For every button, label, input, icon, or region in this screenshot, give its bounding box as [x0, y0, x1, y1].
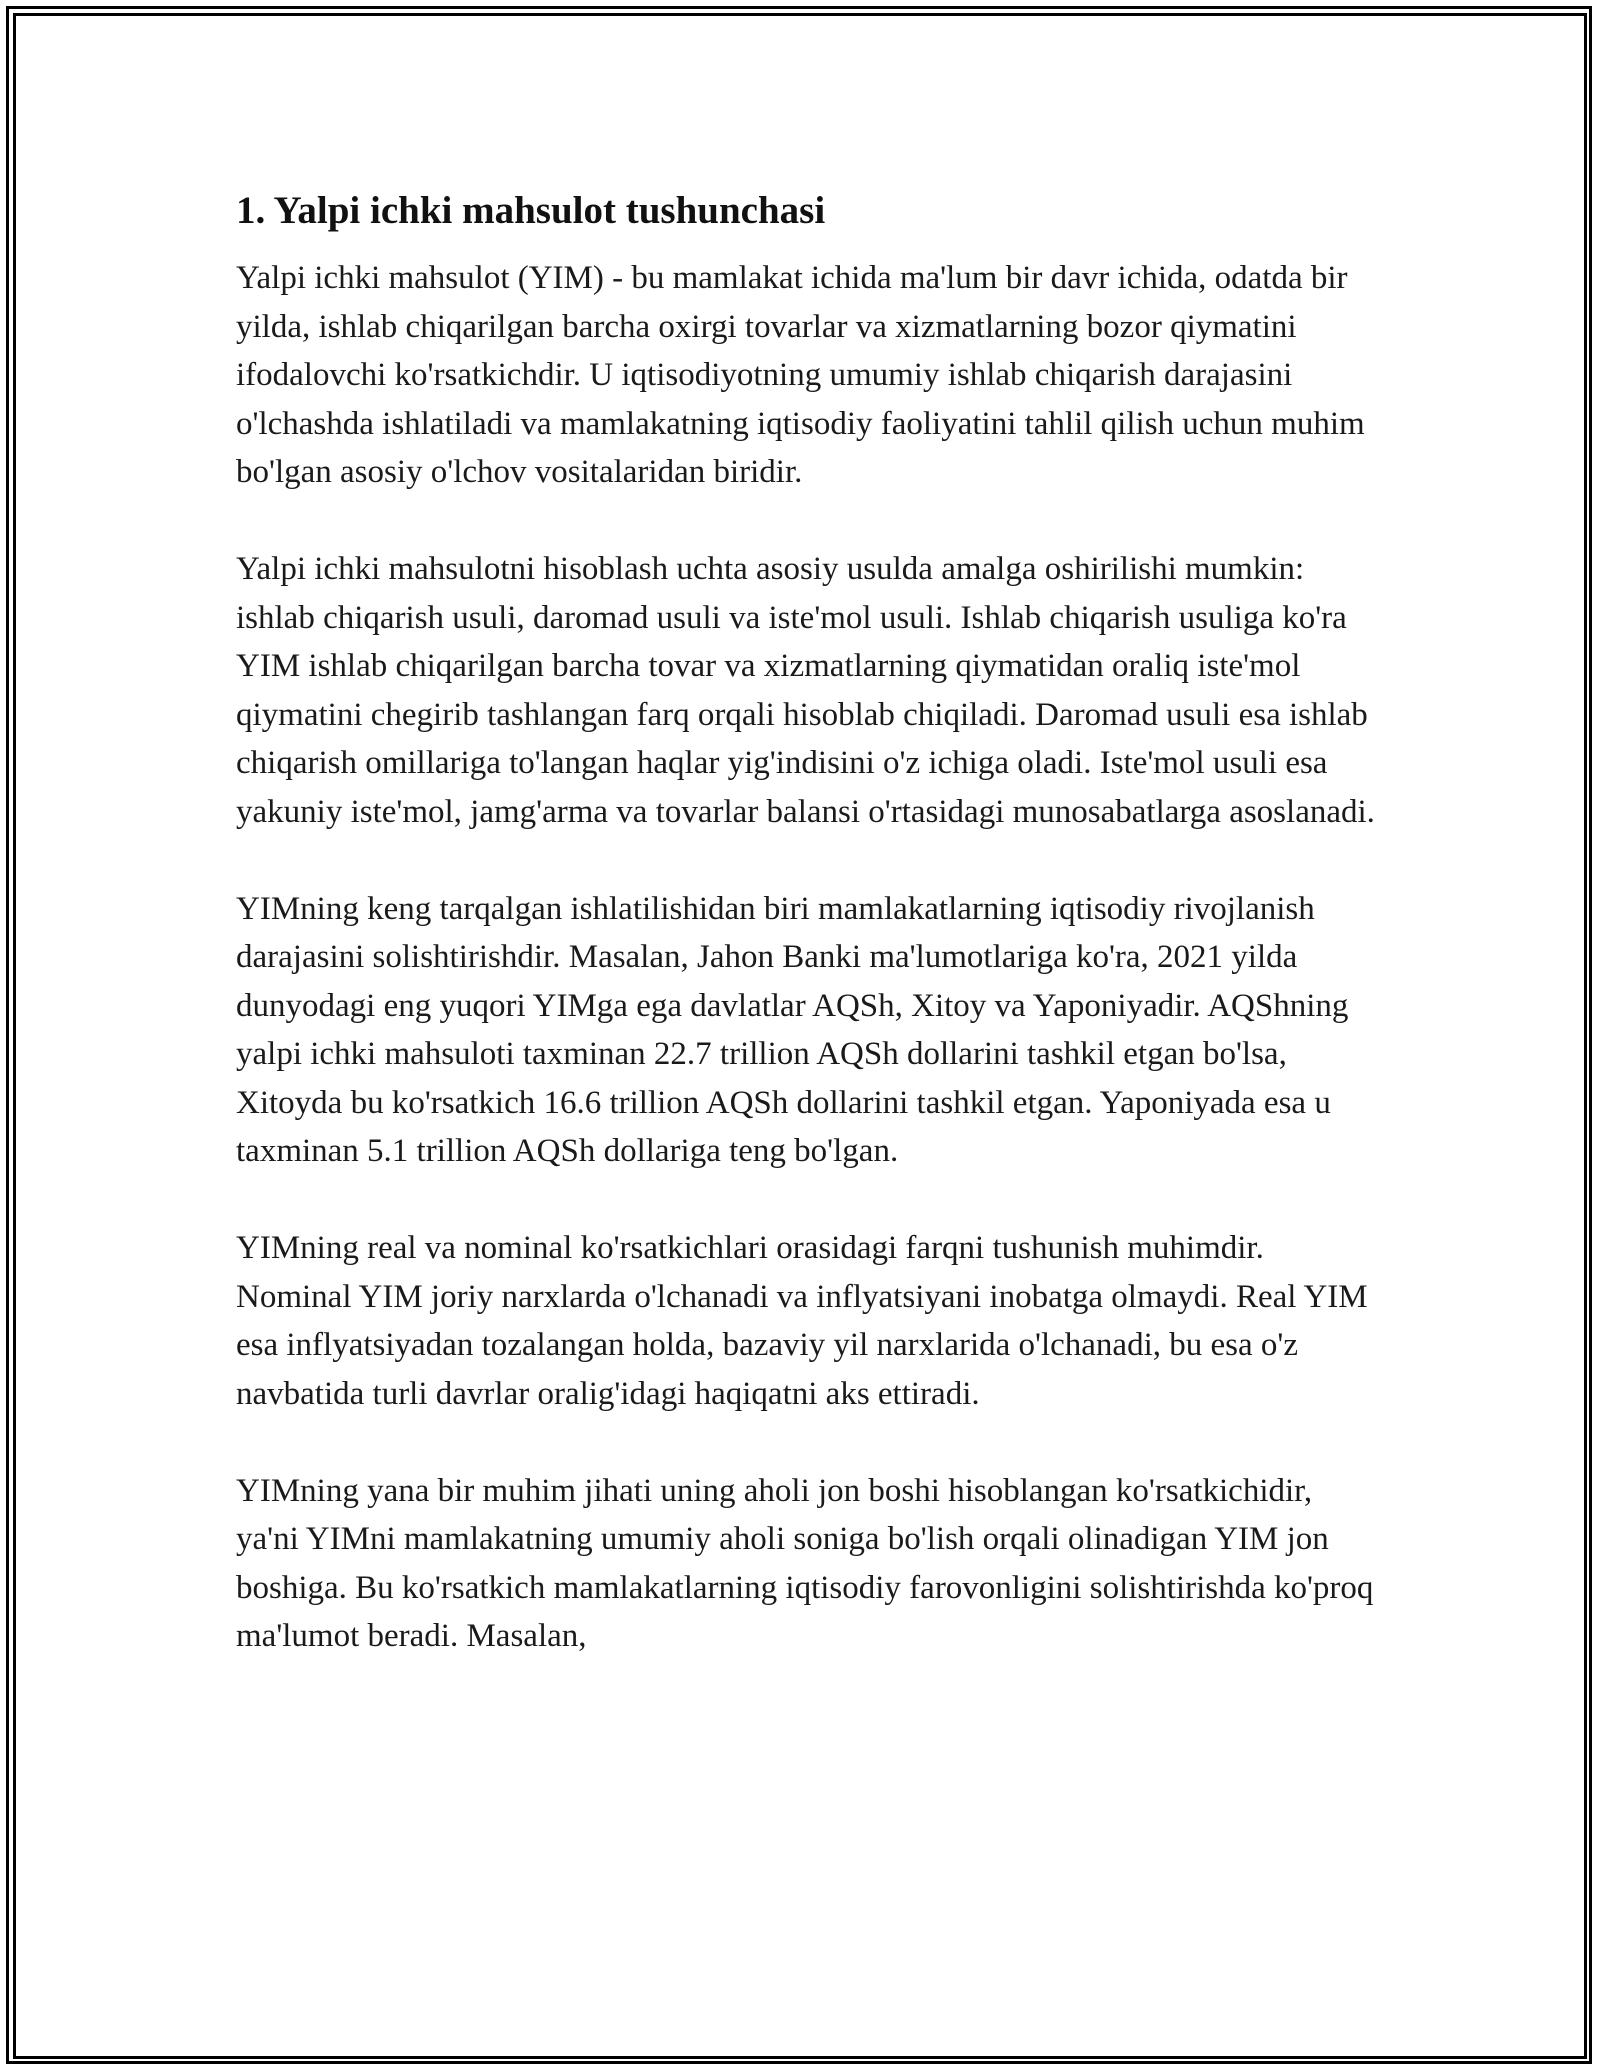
document-body [236, 186, 1376, 1709]
paragraph-country-comparison: YIMning keng tarqalgan ishlatilishidan biri mamlakatlarning iqtisodiy rivojlanish darajasini solishtirishdir. Masalan, Jahon Banki ma'lumotlariga ko'ra, 2021 yilda dunyodagi eng yuqori YIMga ega davlatlar AQSh, Xitoy va Yaponiyadir. AQShning yalpi ichki mahsuloti taxminan 22.7 trillion AQSh dollarini tashkil etgan bo'lsa, Xitoyda bu ko'rsatkich 16.6 trillion AQSh dollarini tashkil etgan. Yaponiyada esa u taxminan 5.1 trillion AQSh dollariga teng bo'lgan. [236, 890, 1349, 1169]
paragraph-per-capita: YIMning yana bir muhim jihati uning aholi jon boshi hisoblangan ko'rsatkichidir, ya'ni YIMni mamlakatning umumiy aholi soniga bo'lish orqali olinadigan YIM jon boshiga. Bu ko'rsatkich mamlakatlarning iqtisodiy farovonligini solishtirishda ko'proq ma'lumot beradi. Masalan, [236, 1472, 1374, 1654]
paragraph-real-vs-nominal: YIMning real va nominal ko'rsatkichlari orasidagi farqni tushunish muhimdir. Nominal YIM joriy narxlarda o'lchanadi va inflyatsiyani inobatga olmaydi. Real YIM esa inflyatsiyadan tozalangan holda, bazaviy yil narxlarida o'lchanadi, bu esa o'z navbatida turli davrlar oralig'idagi haqiqatni aks ettiradi. [236, 1230, 1368, 1412]
paragraph-definition: Yalpi ichki mahsulot (YIM) - bu mamlakat ichida ma'lum bir davr ichida, odatda bir yilda, ishlab chiqarilgan barcha oxirgi tovarlar va xizmatlarning bozor qiymatini ifodalovchi ko'rsatkichdir. U iqtisodiyotning umumiy ishlab chiqarish darajasini o'lchashda ishlatiladi va mamlakatning iqtisodiy faoliyatini tahlil qilish uchun muhim bo'lgan asosiy o'lchov vositalaridan biridir. [236, 260, 1365, 490]
section-heading: 1. Yalpi ichki mahsulot tushunchasi [236, 189, 826, 232]
paragraph-calculation-methods: Yalpi ichki mahsulotni hisoblash uchta asosiy usulda amalga oshirilishi mumkin: ishlab chiqarish usuli, daromad usuli va iste'mol usuli. Ishlab chiqarish usuliga ko'ra YIM ishlab chiqarilgan barcha tovar va xizmatlarning qiymatidan oraliq iste'mol qiymatini chegirib tashlangan farq orqali hisoblab chiqiladi. Daromad usuli esa ishlab chiqarish omillariga to'langan haqlar yig'indisini o'z ichiga oladi. Iste'mol usuli esa yakuniy iste'mol, jamg'arma va tovarlar balansi o'rtasidagi munosabatlarga asoslanadi. [236, 551, 1375, 830]
